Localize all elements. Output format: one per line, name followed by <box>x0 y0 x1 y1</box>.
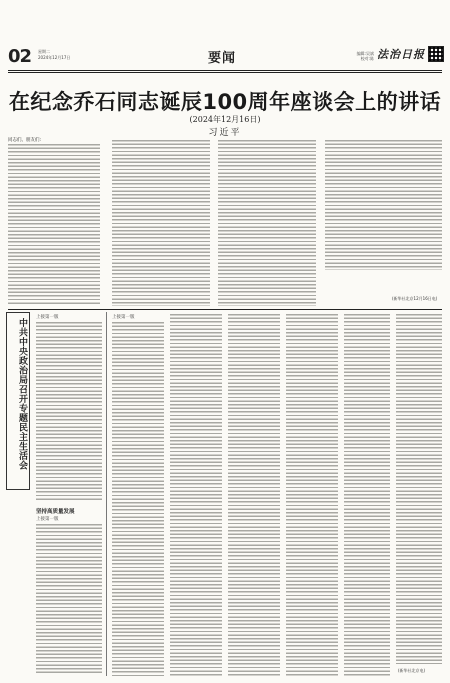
text-column <box>8 144 100 306</box>
text-column <box>218 140 316 306</box>
page-number: 02 <box>8 46 32 67</box>
article-author: 习近平 <box>208 128 242 138</box>
editors <box>330 51 374 61</box>
text-column <box>36 524 102 674</box>
text-column <box>170 314 222 676</box>
text-column <box>286 314 338 676</box>
text-column <box>112 140 210 306</box>
text-column <box>228 314 280 676</box>
date: 2024年12月17日 <box>38 55 71 60</box>
article-headline: 在纪念乔石同志诞辰100周年座谈会上的讲话 <box>8 90 442 114</box>
masthead-rule <box>8 70 442 71</box>
masthead-rule-thin <box>8 72 442 73</box>
qr-code-icon <box>428 46 444 62</box>
section-divider <box>8 309 442 310</box>
text-column <box>36 322 102 502</box>
column-rule <box>106 312 107 676</box>
proofreader-line: 校对:陈 <box>360 56 374 61</box>
issue-date <box>38 49 70 61</box>
newspaper-logo: 法治日报 <box>377 48 425 61</box>
bottom-reporter: 上接第一版 <box>36 517 59 522</box>
side-reporter: 上接第一版 <box>36 315 59 320</box>
salutation: 同志们、朋友们: <box>8 138 42 143</box>
end-note: (新华社北京12月16日电) <box>392 296 438 301</box>
bottom-end-note: (新华社北京电) <box>398 668 426 673</box>
weekday: 星期二 <box>38 49 50 54</box>
text-column <box>344 314 390 676</box>
bottom-article-headline: 坚持高质量发展 <box>36 509 75 515</box>
editor-line: 编辑:吴斌 <box>356 51 374 56</box>
text-column <box>396 314 442 664</box>
masthead <box>8 46 442 68</box>
text-column <box>325 140 442 270</box>
section-title: 要闻 <box>208 51 237 66</box>
text-column <box>112 322 164 676</box>
side-article-title: 中共中央政治局召开专题民主生活会 <box>17 318 27 470</box>
article-date: (2024年12月16日) <box>189 115 261 124</box>
reporter-2: 上接第一版 <box>112 315 135 320</box>
